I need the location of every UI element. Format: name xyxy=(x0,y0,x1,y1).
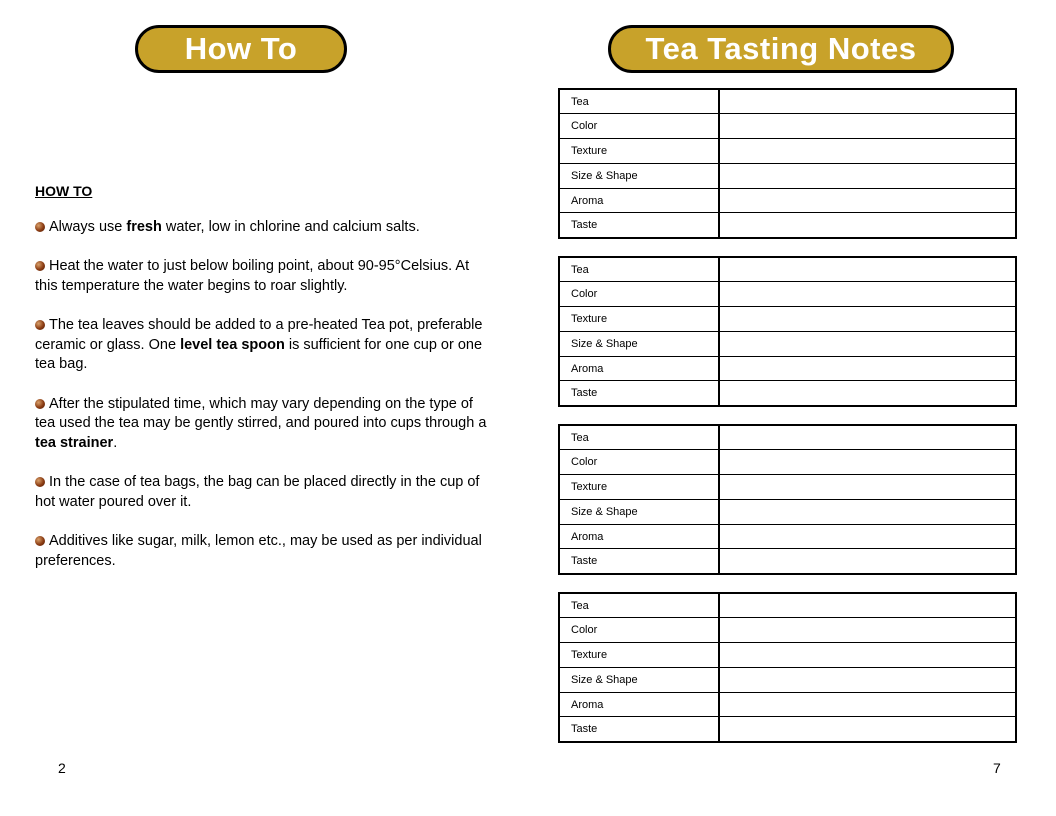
table-row xyxy=(559,499,1016,524)
note-entry-cell[interactable] xyxy=(719,163,1016,188)
table-row xyxy=(559,188,1016,213)
tasting-notes-table xyxy=(558,424,1017,575)
note-entry-cell[interactable] xyxy=(719,499,1016,524)
table-row xyxy=(559,213,1016,238)
paragraph-text: Heat the water to just below boiling point, about 90-95°Celsius. At this temperature the water begins to roar slightly. xyxy=(35,258,470,294)
how-to-banner: How To xyxy=(135,25,347,73)
how-to-section xyxy=(35,182,490,591)
note-entry-cell[interactable] xyxy=(719,257,1016,282)
note-entry-cell[interactable] xyxy=(719,425,1016,450)
tasting-notes-table xyxy=(558,592,1017,743)
note-entry-cell[interactable] xyxy=(719,692,1016,717)
how-to-paragraph xyxy=(35,218,490,238)
note-entry-cell[interactable] xyxy=(719,139,1016,164)
paragraph-text: Always use xyxy=(49,218,127,235)
row-label: Size & Shape xyxy=(559,163,719,188)
row-label: Texture xyxy=(559,307,719,332)
row-label: Taste xyxy=(559,549,719,574)
table-row xyxy=(559,331,1016,356)
note-entry-cell[interactable] xyxy=(719,643,1016,668)
how-to-paragraph xyxy=(35,316,490,375)
note-entry-cell[interactable] xyxy=(719,307,1016,332)
row-label: Aroma xyxy=(559,524,719,549)
tea-tasting-notes-banner: Tea Tasting Notes xyxy=(608,25,954,73)
table-row xyxy=(559,475,1016,500)
row-label: Color xyxy=(559,450,719,475)
table-row xyxy=(559,450,1016,475)
note-entry-cell[interactable] xyxy=(719,593,1016,618)
tasting-notes-table xyxy=(558,256,1017,407)
note-entry-cell[interactable] xyxy=(719,213,1016,238)
table-row xyxy=(559,282,1016,307)
page-number-right: 7 xyxy=(993,760,1001,776)
table-row xyxy=(559,593,1016,618)
paragraph-text: . xyxy=(113,434,118,451)
tea-leaf-bullet-icon xyxy=(35,399,45,409)
table-row xyxy=(559,425,1016,450)
note-entry-cell[interactable] xyxy=(719,381,1016,406)
row-label: Texture xyxy=(559,475,719,500)
tea-leaf-bullet-icon xyxy=(35,536,45,546)
bold-text: tea strainer xyxy=(35,434,114,451)
table-row xyxy=(559,89,1016,114)
table-row xyxy=(559,524,1016,549)
bold-text: fresh xyxy=(126,218,162,235)
table-row xyxy=(559,381,1016,406)
how-to-paragraph xyxy=(35,532,490,571)
table-row xyxy=(559,114,1016,139)
note-entry-cell[interactable] xyxy=(719,524,1016,549)
row-label: Tea xyxy=(559,89,719,114)
table-row xyxy=(559,307,1016,332)
note-entry-cell[interactable] xyxy=(719,282,1016,307)
table-row xyxy=(559,139,1016,164)
note-entry-cell[interactable] xyxy=(719,475,1016,500)
table-row xyxy=(559,163,1016,188)
note-entry-cell[interactable] xyxy=(719,667,1016,692)
row-label: Aroma xyxy=(559,188,719,213)
paragraph-text: In the case of tea bags, the bag can be placed directly in the cup of hot water poured over it. xyxy=(35,474,480,510)
row-label: Size & Shape xyxy=(559,499,719,524)
row-label: Taste xyxy=(559,381,719,406)
paragraph-text: water, low in chlorine and calcium salts. xyxy=(161,218,420,235)
note-entry-cell[interactable] xyxy=(719,356,1016,381)
how-to-heading: HOW TO xyxy=(35,183,93,199)
tea-leaf-bullet-icon xyxy=(35,261,45,271)
how-to-paragraph xyxy=(35,257,490,296)
table-row xyxy=(559,717,1016,742)
table-row xyxy=(559,667,1016,692)
paragraph-text: After the stipulated time, which may vary depending on the type of tea used the tea may be gently stirred, and poured into cups through a xyxy=(35,395,487,431)
tea-leaf-bullet-icon xyxy=(35,222,45,232)
note-entry-cell[interactable] xyxy=(719,114,1016,139)
note-entry-cell[interactable] xyxy=(719,450,1016,475)
row-label: Taste xyxy=(559,213,719,238)
table-row xyxy=(559,618,1016,643)
row-label: Size & Shape xyxy=(559,331,719,356)
row-label: Size & Shape xyxy=(559,667,719,692)
note-entry-cell[interactable] xyxy=(719,549,1016,574)
paragraph-text: is sufficient for one cup or one tea bag. xyxy=(35,336,483,372)
table-row xyxy=(559,356,1016,381)
note-entry-cell[interactable] xyxy=(719,188,1016,213)
row-label: Texture xyxy=(559,139,719,164)
tasting-notes-table xyxy=(558,88,1017,239)
how-to-paragraph xyxy=(35,473,490,512)
note-entry-cell[interactable] xyxy=(719,331,1016,356)
row-label: Color xyxy=(559,618,719,643)
table-row xyxy=(559,643,1016,668)
table-row xyxy=(559,257,1016,282)
note-entry-cell[interactable] xyxy=(719,717,1016,742)
row-label: Texture xyxy=(559,643,719,668)
note-entry-cell[interactable] xyxy=(719,618,1016,643)
how-to-paragraph xyxy=(35,395,490,454)
row-label: Aroma xyxy=(559,356,719,381)
page-number-left: 2 xyxy=(58,760,66,776)
paragraph-text: The tea leaves should be added to a pre-heated Tea pot, preferable ceramic or glass. One xyxy=(35,317,483,353)
row-label: Taste xyxy=(559,717,719,742)
tea-leaf-bullet-icon xyxy=(35,320,45,330)
table-row xyxy=(559,692,1016,717)
row-label: Aroma xyxy=(559,692,719,717)
row-label: Tea xyxy=(559,593,719,618)
tea-leaf-bullet-icon xyxy=(35,477,45,487)
row-label: Color xyxy=(559,114,719,139)
row-label: Color xyxy=(559,282,719,307)
table-row xyxy=(559,549,1016,574)
row-label: Tea xyxy=(559,257,719,282)
note-entry-cell[interactable] xyxy=(719,89,1016,114)
row-label: Tea xyxy=(559,425,719,450)
bold-text: level tea spoon xyxy=(180,336,285,353)
paragraph-text: Additives like sugar, milk, lemon etc., may be used as per individual preferences. xyxy=(35,533,482,569)
